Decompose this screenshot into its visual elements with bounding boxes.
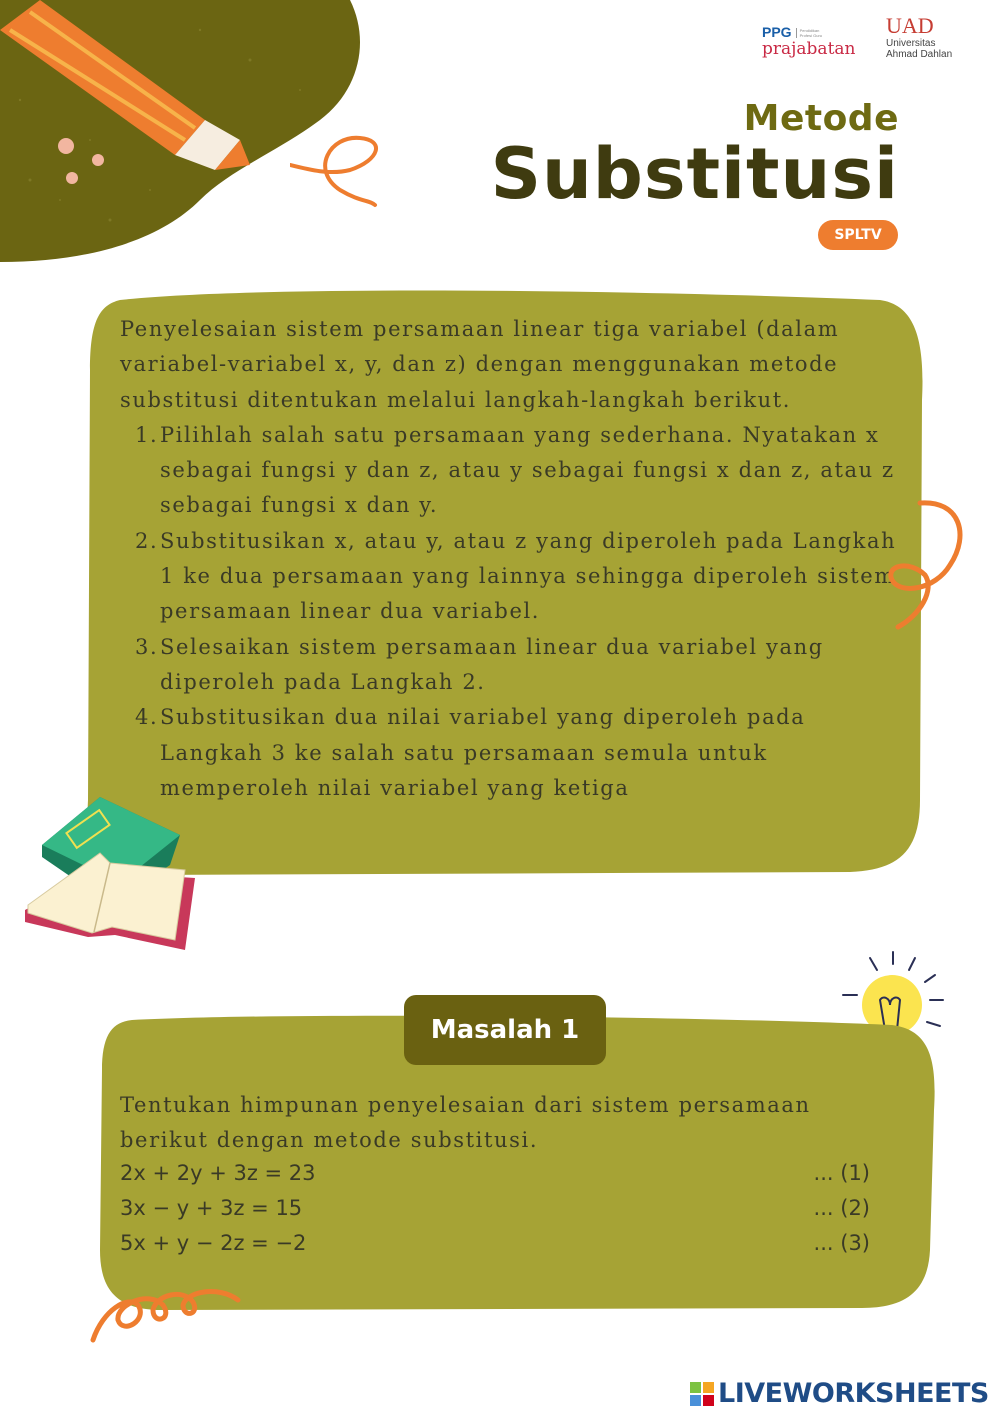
orange-squiggle: [88, 1280, 248, 1350]
uad-logo-line2: Ahmad Dahlan: [886, 49, 953, 60]
list-item: [120, 418, 900, 524]
ppg-logo-small: Pendidikan Profesi Guru: [796, 28, 824, 38]
liveworksheets-wordmark: LIVEWORKSHEETS: [718, 1378, 989, 1409]
liveworksheets-logo: [690, 1378, 990, 1412]
equation: 2x + 2y + 3z = 23: [120, 1161, 316, 1185]
steps-intro: Penyelesaian sistem persamaan linear tiga variabel (dalam variabel-variabel x, y, dan z) dengan menggunakan metode substitusi ditentukan melalui langkah-langkah berikut.: [120, 317, 840, 412]
ppg-logo-text: PPG: [762, 24, 792, 40]
list-item: [120, 524, 900, 630]
step-text: Pilihlah salah satu persamaan yang sederhana. Nyatakan x sebagai fungsi y dan z, atau y sebagai fungsi x dan z, atau z sebagai fungsi x dan y.: [160, 422, 895, 518]
problem-tag: Masalah 1: [404, 995, 606, 1065]
topic-badge: SPLTV: [818, 220, 898, 250]
ppg-logo-subtext: prajabatan: [762, 39, 856, 59]
uad-logo-text: UAD: [886, 13, 934, 38]
books-illustration: [20, 795, 205, 955]
list-item: [120, 700, 900, 806]
equation-ref: ... (3): [813, 1231, 870, 1255]
step-number: 4.: [135, 705, 159, 730]
equation-ref: ... (1): [813, 1161, 870, 1185]
step-text: Substitusikan dua nilai variabel yang diperoleh pada Langkah 3 ke salah satu persamaan semula untuk memperoleh nilai variabel yang ketiga: [160, 705, 806, 800]
steps-panel: [120, 312, 900, 806]
page-title: Substitusi: [490, 133, 899, 215]
liveworksheets-icon: [690, 1382, 714, 1406]
step-number: 2.: [135, 528, 159, 553]
equation: 5x + y − 2z = −2: [120, 1231, 307, 1255]
step-number: 3.: [135, 634, 159, 659]
ppg-prajabatan-logo: [762, 22, 872, 66]
orange-squiggle: [880, 495, 975, 635]
step-text: Substitusikan x, atau y, atau z yang diperoleh pada Langkah 1 ke dua persamaan yang lainnya sehingga diperoleh sistem persamaan linear dua variabel.: [160, 528, 897, 624]
problem-text: Tentukan himpunan penyelesaian dari sistem persamaan berikut dengan metode substitusi.: [120, 1093, 811, 1152]
equation: 3x − y + 3z = 15: [120, 1196, 303, 1220]
step-text: Selesaikan sistem persamaan linear dua variabel yang diperoleh pada Langkah 2.: [160, 634, 824, 694]
uad-logo: [886, 14, 986, 60]
equation-ref: ... (2): [813, 1196, 870, 1220]
step-number: 1.: [135, 422, 159, 447]
title-small: Metode: [743, 98, 899, 139]
list-item: [120, 630, 900, 701]
uad-logo-line1: Universitas: [886, 38, 936, 49]
orange-squiggle: [290, 130, 390, 210]
